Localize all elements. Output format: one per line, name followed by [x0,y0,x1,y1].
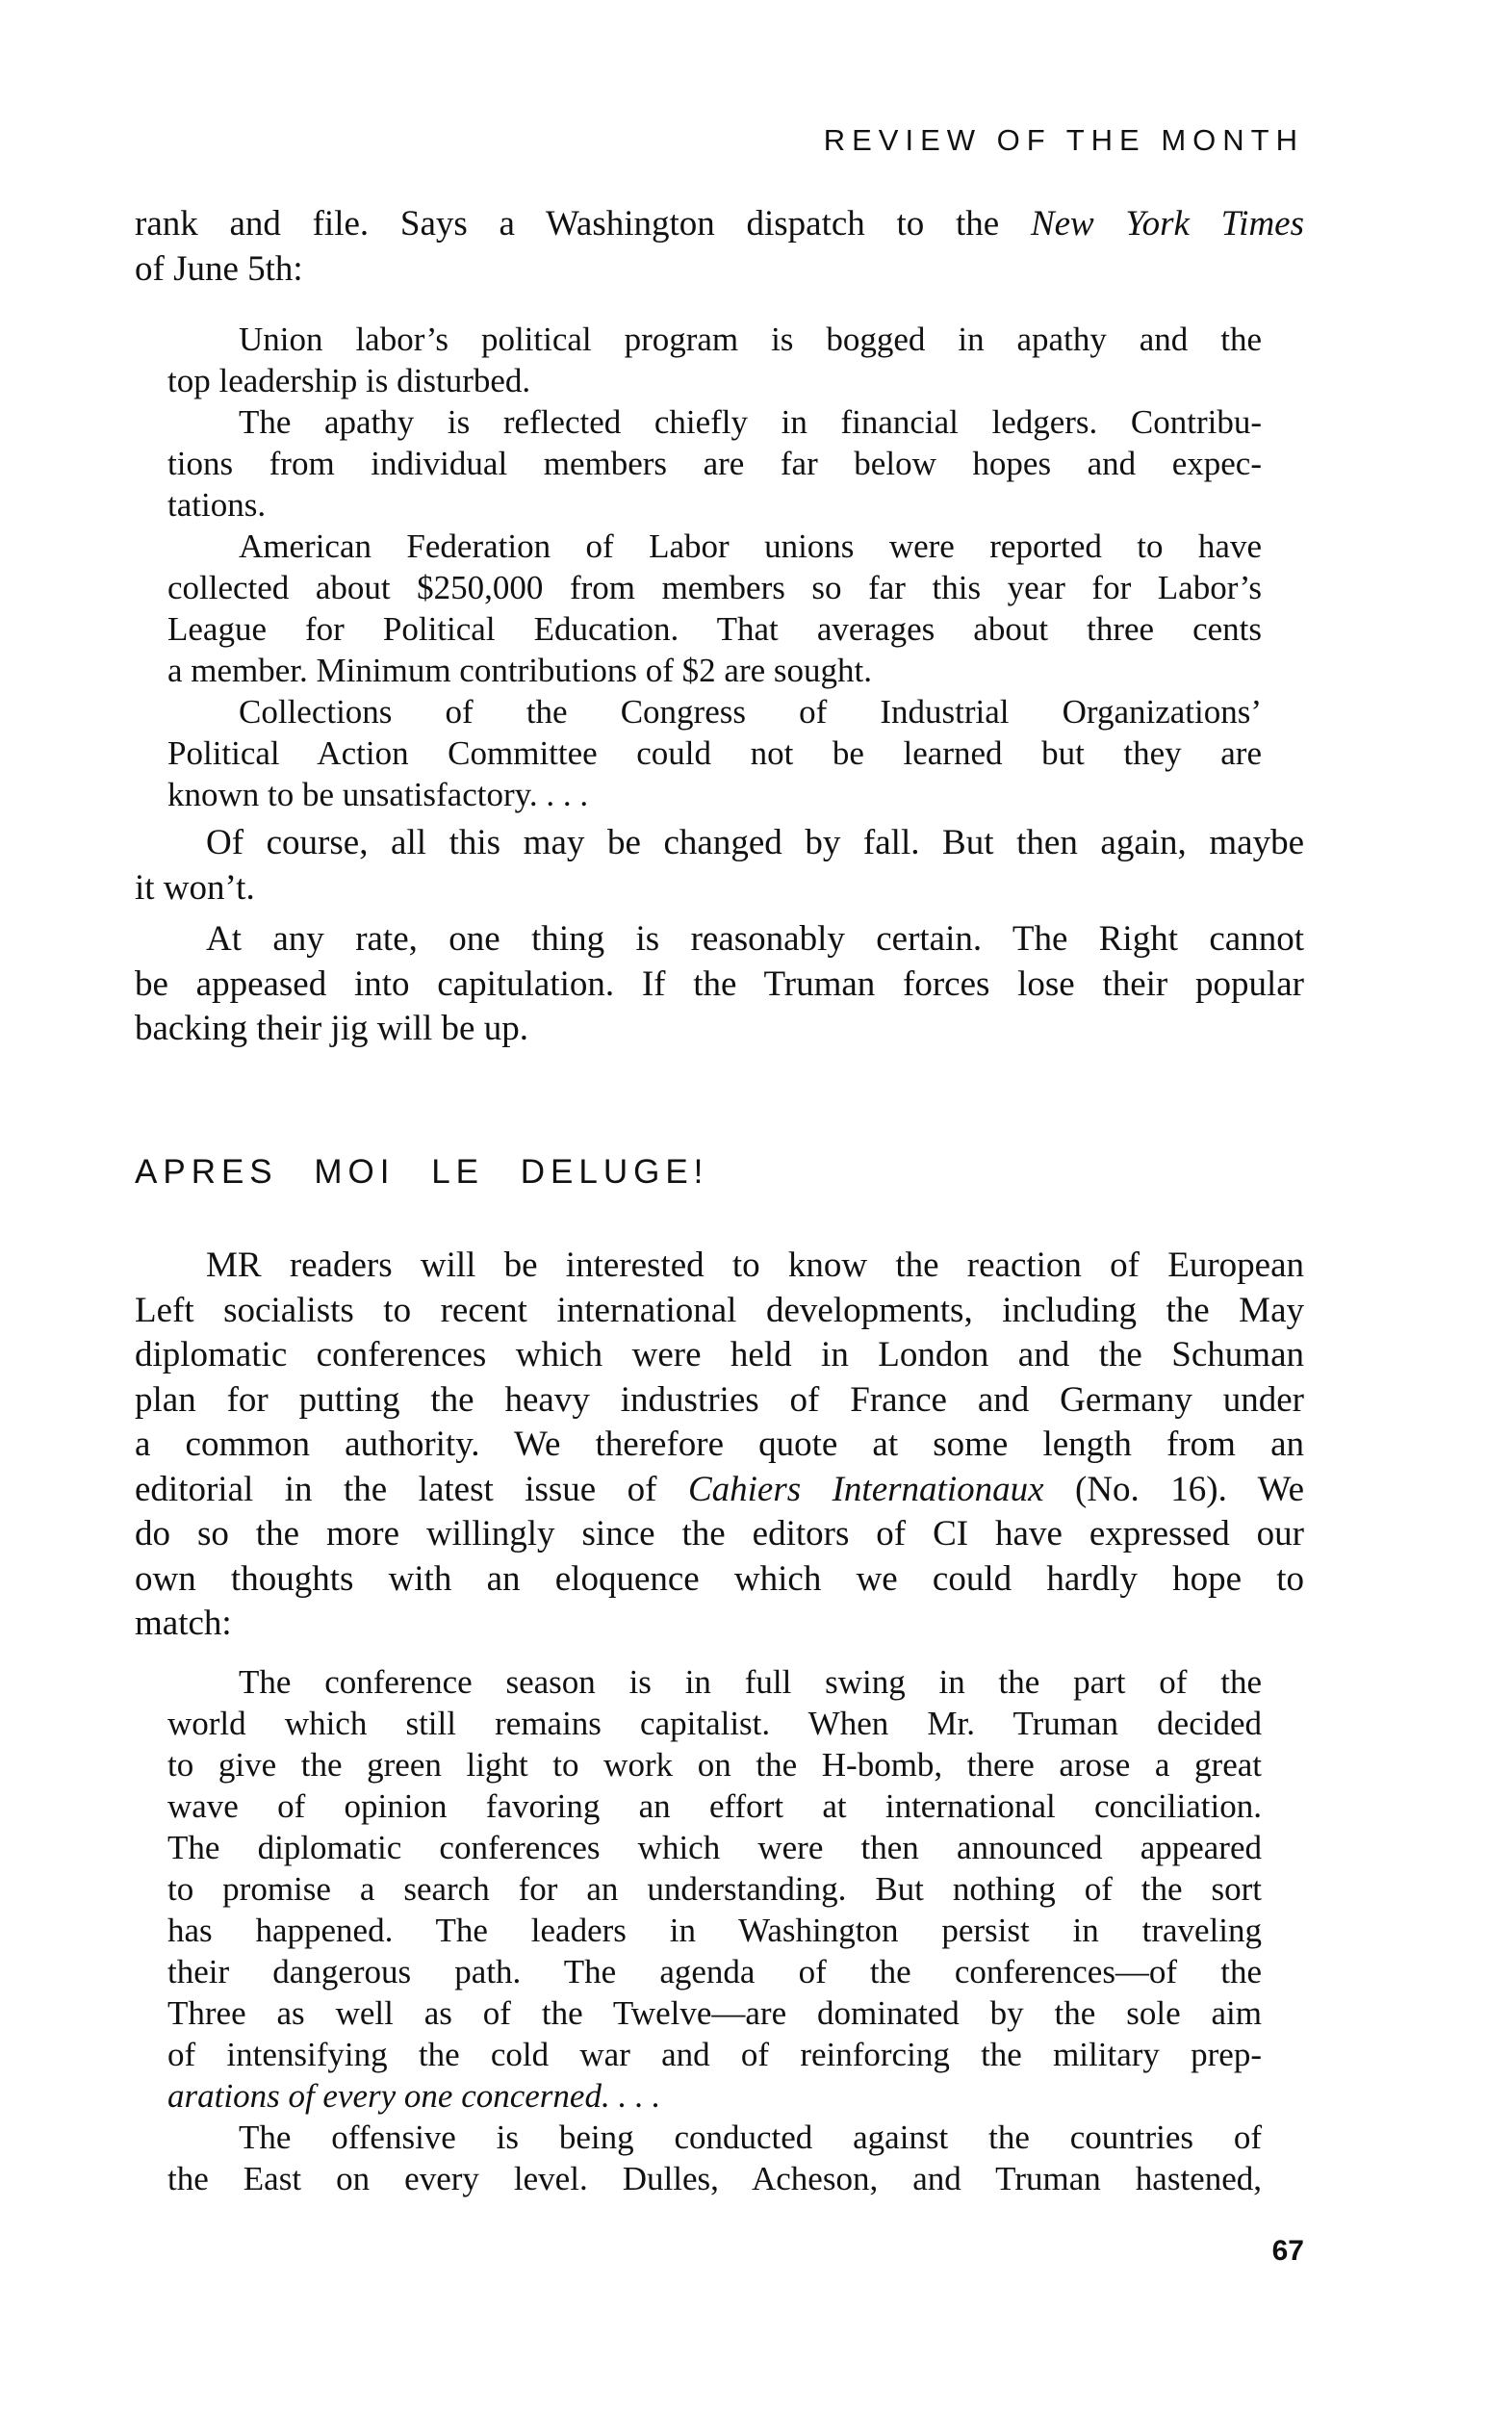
text-line: diplomatic conferences which were held in London and the Schuman [135,1335,1304,1374]
text-line: The conference season is in full swing in the part of the [239,1663,1262,1701]
text-line: arations of every one concerned. . . . [167,2077,661,2115]
section-heading: APRES MOI LE DELUGE! [135,1153,709,1191]
text-line: tions from individual members are far below hopes and expec- [167,445,1262,482]
text-line: backing their jig will be up. [135,1009,528,1048]
text-line: the East on every level. Dulles, Acheson, and Truman hastened, [167,2160,1262,2197]
text-line: of intensifying the cold war and of reinforcing the military prep- [167,2036,1262,2073]
text-line: to give the green light to work on the H-bomb, there arose a great [167,1746,1262,1784]
intro-paragraph [135,202,1304,292]
text-line: it won’t. [135,867,255,908]
running-head: REVIEW OF THE MONTH [823,123,1304,157]
text-line: wave of opinion favoring an effort at international conciliation. [167,1787,1262,1825]
paragraph-mr-readers [135,1244,1304,1647]
text-line: plan for putting the heavy industries of France and Germany under [135,1379,1304,1420]
text-line: a member. Minimum contributions of $2 are sought. [167,652,872,689]
text-line: their dangerous path. The agenda of the conferences—of the [167,1953,1262,1990]
text-line: Left socialists to recent international developments, including the May [135,1290,1304,1330]
text-line: a common authority. We therefore quote at some length from an [135,1425,1304,1464]
paragraph-of-course [135,821,1304,911]
text-line: known to be unsatisfactory. . . . [167,776,589,813]
text-line: American Federation of Labor unions were reported to have [239,527,1262,565]
text-line: to promise a search for an understanding. But nothing of the sort [167,1870,1262,1908]
block-quote-labor [167,319,1262,815]
paragraph-at-any-rate [135,917,1304,1052]
text-line: has happened. The leaders in Washington persist in traveling [167,1912,1262,1949]
text-line: Three as well as of the Twelve—are dominated by the sole aim [167,1994,1262,2032]
text-line: Collections of the Congress of Industrial Organizations’ [239,693,1262,731]
text-line: tations. [167,486,267,524]
page-number: 67 [1271,2235,1304,2267]
text-line: League for Political Education. That averages about three cents [167,610,1262,648]
text-line: own thoughts with an eloquence which we could hardly hope to [135,1558,1304,1599]
text-line: be appeased into capitulation. If the Truman forces lose their popular [135,963,1304,1004]
text-line: Political Action Committee could not be learned but they are [167,734,1262,772]
text-line: do so the more willingly since the editors of CI have expressed our [135,1514,1304,1554]
text-line: collected about $250,000 from members so far this year for Labor’s [167,569,1262,606]
text-line: rank and file. Says a Washington dispatch to the New York Times [135,204,1305,244]
journal-title: Cahiers Internationaux [687,1469,1044,1509]
text-line: world which still remains capitalist. When Mr. Truman decided [167,1705,1262,1742]
block-quote-cahiers [167,1661,1262,2199]
newspaper-title: New York Times [1030,204,1305,244]
text-line: At any rate, one thing is reasonably certain. The Right cannot [206,919,1304,959]
text-line: The offensive is being conducted against the countries of [239,2119,1262,2156]
text-line: Union labor’s political program is bogged in apathy and the [239,321,1262,358]
text-line: Of course, all this may be changed by fall. But then again, maybe [206,823,1304,862]
text-line: top leadership is disturbed. [167,362,531,399]
text-line: editorial in the latest issue of Cahiers Internationaux (No. 16). We [135,1469,1305,1509]
text-line: MR readers will be interested to know the reaction of European [206,1246,1304,1285]
text-line: match: [135,1604,232,1643]
text-line: The apathy is reflected chiefly in financial ledgers. Contribu- [239,403,1262,441]
text-line: The diplomatic conferences which were then announced appeared [167,1829,1262,1866]
text-line: of June 5th: [135,248,303,289]
